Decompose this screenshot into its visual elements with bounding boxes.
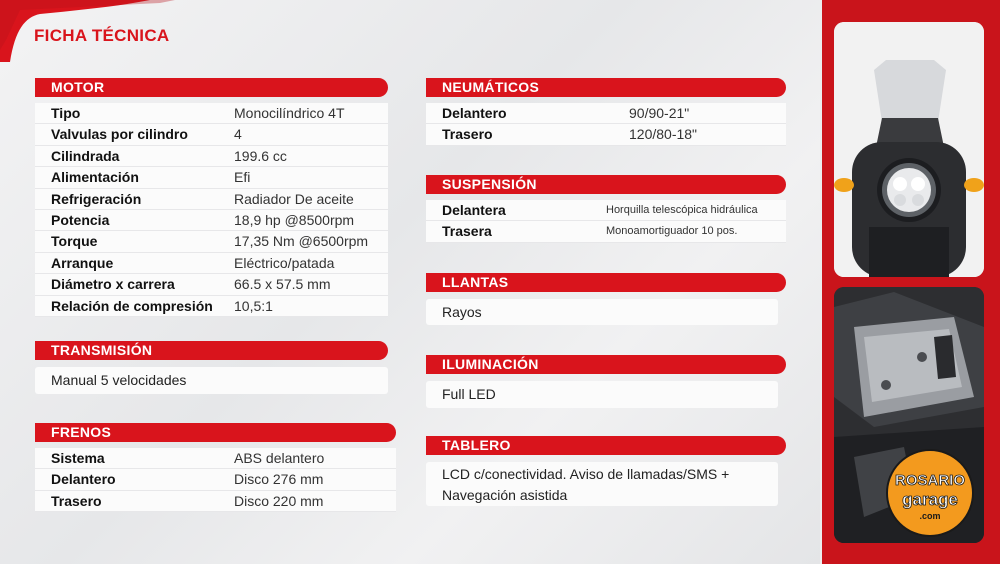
spec-row bbox=[35, 167, 388, 188]
spec-value: 199.6 cc bbox=[234, 147, 287, 164]
spec-label: Trasero bbox=[442, 126, 493, 143]
section-iluminacion bbox=[426, 355, 786, 408]
spec-label: Alimentación bbox=[51, 169, 139, 186]
spec-label: Diámetro x carrera bbox=[51, 276, 175, 293]
spec-value: Horquilla telescópica hidráulica bbox=[606, 204, 758, 216]
spec-value: Eléctrico/patada bbox=[234, 254, 335, 271]
page-title: FICHA TÉCNICA bbox=[34, 26, 170, 45]
spec-row bbox=[426, 124, 786, 145]
section-header: SUSPENSIÓN bbox=[426, 175, 786, 194]
spec-label: Sistema bbox=[51, 450, 105, 466]
spec-value: Radiador De aceite bbox=[234, 190, 354, 207]
motorcycle-front-photo bbox=[834, 22, 984, 277]
spec-label: Potencia bbox=[51, 211, 110, 228]
spec-value: Monoamortiguador 10 pos. bbox=[606, 225, 738, 238]
value-box: Manual 5 velocidades bbox=[35, 367, 388, 394]
spec-value: Disco 276 mm bbox=[234, 471, 324, 488]
section-llantas bbox=[426, 273, 786, 325]
section-header: ILUMINACIÓN bbox=[426, 355, 786, 374]
spec-label: Delantero bbox=[442, 105, 507, 121]
spec-label: Arranque bbox=[51, 254, 114, 271]
spec-row bbox=[35, 103, 388, 124]
tablero-line-2: Navegación asistida bbox=[442, 487, 568, 503]
tablero-line-1: LCD c/conectividad. Aviso de llamadas/SMS + bbox=[442, 466, 730, 482]
section-header: FRENOS bbox=[35, 423, 396, 442]
spec-value: 120/80-18" bbox=[629, 126, 698, 143]
spec-row bbox=[35, 124, 388, 145]
spec-row bbox=[35, 146, 388, 167]
logo-text-2: garage bbox=[902, 490, 958, 509]
spec-label: Tipo bbox=[51, 105, 81, 121]
spec-label: Relación de compresión bbox=[51, 297, 213, 314]
spec-label: Torque bbox=[51, 233, 98, 250]
spec-row bbox=[35, 469, 396, 490]
spec-value: 17,35 Nm @6500rpm bbox=[234, 233, 369, 250]
spec-row bbox=[35, 274, 388, 295]
spec-row bbox=[35, 296, 388, 317]
section-header: LLANTAS bbox=[426, 273, 786, 292]
spec-label: Delantero bbox=[51, 471, 116, 488]
spec-row bbox=[35, 189, 388, 210]
spec-value: 18,9 hp @8500rpm bbox=[234, 211, 355, 228]
spec-value: 4 bbox=[234, 126, 242, 143]
section-header: NEUMÁTICOS bbox=[426, 78, 786, 97]
spec-row bbox=[426, 221, 786, 242]
spec-value: Monocilíndrico 4T bbox=[234, 105, 345, 121]
section-header: TRANSMISIÓN bbox=[35, 341, 388, 360]
spec-label: Trasero bbox=[51, 492, 102, 509]
spec-value: 66.5 x 57.5 mm bbox=[234, 276, 331, 293]
section-tablero bbox=[426, 436, 786, 506]
rosario-garage-logo bbox=[886, 449, 974, 537]
spec-label: Delantera bbox=[442, 202, 506, 218]
spec-label: Valvulas por cilindro bbox=[51, 126, 188, 143]
section-header: MOTOR bbox=[35, 78, 388, 97]
spec-label: Cilindrada bbox=[51, 147, 120, 164]
spec-label: Refrigeración bbox=[51, 190, 142, 207]
spec-row bbox=[35, 231, 388, 252]
value-box bbox=[426, 462, 778, 506]
section-header: TABLERO bbox=[426, 436, 786, 455]
section-motor bbox=[35, 78, 388, 317]
spec-row bbox=[426, 103, 786, 124]
spec-value: Efi bbox=[234, 169, 251, 186]
section-transmision bbox=[35, 341, 388, 394]
spec-value: Disco 220 mm bbox=[234, 492, 324, 509]
spec-row bbox=[35, 448, 396, 469]
spec-value: 90/90-21" bbox=[629, 105, 690, 121]
value-box: Rayos bbox=[426, 299, 778, 325]
spec-row bbox=[35, 253, 388, 274]
section-frenos bbox=[35, 423, 396, 512]
logo-text-1: ROSARIO bbox=[894, 472, 966, 489]
spec-row bbox=[35, 210, 388, 231]
section-suspension bbox=[426, 175, 786, 243]
spec-row bbox=[35, 491, 396, 512]
spec-value: ABS delantero bbox=[234, 450, 325, 466]
spec-value: 10,5:1 bbox=[234, 297, 273, 314]
value-box: Full LED bbox=[426, 381, 778, 408]
spec-row bbox=[426, 200, 786, 221]
logo-text-3: .com bbox=[919, 511, 941, 521]
spec-label: Trasera bbox=[442, 223, 492, 240]
section-neumaticos bbox=[426, 78, 786, 146]
